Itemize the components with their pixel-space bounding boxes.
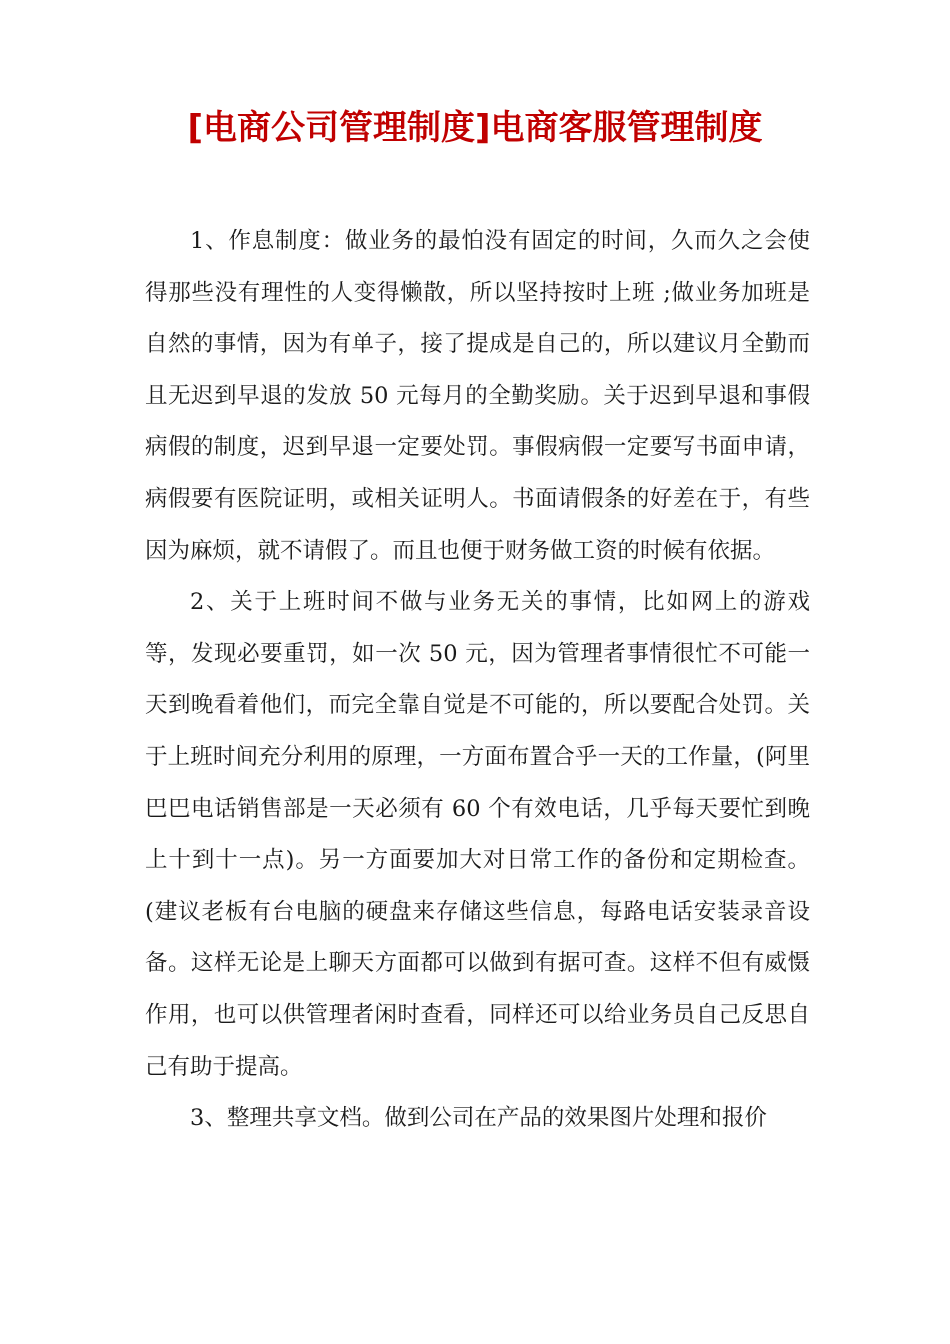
- document-body: [145, 216, 810, 1145]
- paragraph-attendance-rules: 1、作息制度：做业务的最怕没有固定的时间，久而久之会使得那些没有理性的人变得懒散，所以坚持按时上班 ;做业务加班是自然的事情，因为有单子，接了提成是自己的，所以建议月全勤而且无迟到早退的发放 50 元每月的全勤奖励。关于迟到早退和事假病假的制度，迟到早退一定要处罚。事假病假一定要写书面申请，病假要有医院证明，或相关证明人。书面请假条的好差在于，有些因为麻烦，就不请假了。而且也便于财务做工资的时候有依据。: [145, 228, 810, 564]
- paragraph-work-hours-rules: 2、关于上班时间不做与业务无关的事情，比如网上的游戏等，发现必要重罚，如一次 50 元，因为管理者事情很忙不可能一天到晚看着他们，而完全靠自觉是不可能的，所以要配合处罚。关于上班时间充分利用的原理，一方面布置合乎一天的工作量，(阿里巴巴电话销售部是一天必须有 60 个有效电话，几乎每天要忙到晚上十到十一点)。另一方面要加大对日常工作的备份和定期检查。(建议老板有台电脑的硬盘来存储这些信息，每路电话安装录音设备。这样无论是上聊天方面都可以做到有据可查。这样不但有威慑作用，也可以供管理者闲时查看，同样还可以给业务员自己反思自己有助于提高。: [145, 589, 810, 1080]
- document-title: [电商公司管理制度]电商客服管理制度: [187, 108, 763, 148]
- paragraph-shared-documents: 3、整理共享文档。做到公司在产品的效果图片处理和报价: [190, 1105, 767, 1132]
